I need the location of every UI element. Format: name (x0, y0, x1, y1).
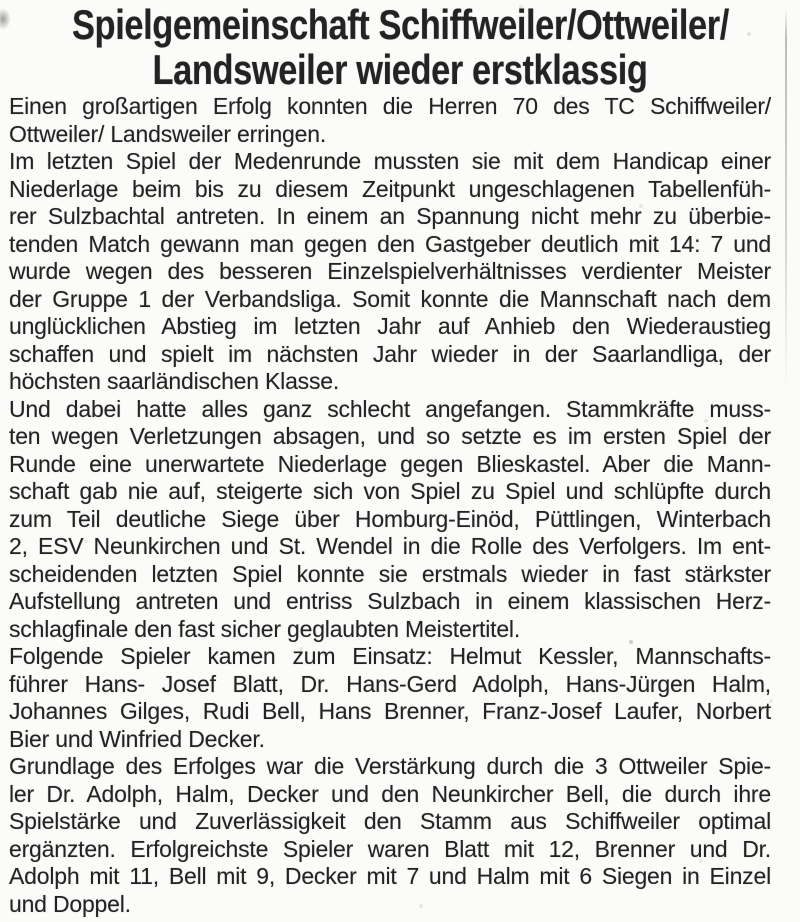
text-line (9, 451, 771, 479)
text-line (9, 286, 771, 314)
text-line (9, 203, 771, 231)
text-line-content: 2, ESV Neunkirchen und St. Wendel in die Rolle des Verfolgers. Im ent- (9, 533, 771, 559)
paragraph-2 (9, 148, 771, 396)
text-line-content: Adolph mit 11, Bell mit 9, Decker mit 7 und Halm mit 6 Siegen in Einzel (9, 863, 771, 889)
text-line-content: schaft gab nie auf, steigerte sich von Spiel zu Spiel und schlüpfte durch (9, 478, 771, 504)
article-body (9, 93, 771, 918)
text-line (9, 423, 771, 451)
text-line (9, 808, 771, 836)
text-line-content: Niederlage beim bis zu diesem Zeitpunkt ungeschlagenen Tabellenfüh- (9, 175, 771, 202)
text-line (9, 726, 771, 754)
text-line (9, 93, 771, 121)
text-line-content: Runde eine unerwartete Niederlage gegen Blieskastel. Aber die Mann- (9, 450, 771, 477)
text-line-content: ler Dr. Adolph, Halm, Decker und den Neunkircher Bell, die durch ihre (9, 780, 771, 807)
text-line (9, 588, 771, 616)
text-line-content: Im letzten Spiel der Medenrunde mussten sie mit dem Handicap einer (9, 148, 771, 174)
text-line-content: schaffen und spielt im nächsten Jahr wieder in der Saarlandliga, der (9, 340, 771, 367)
paragraph-4 (9, 643, 771, 753)
text-line (9, 616, 771, 644)
text-line (9, 368, 771, 396)
text-line-content: tenden Match gewann man gegen den Gastgeber deutlich mit 14: 7 und (9, 230, 771, 257)
text-line (9, 478, 771, 506)
text-line-content: Johannes Gilges, Rudi Bell, Hans Brenner, Franz-Josef Laufer, Norbert (9, 698, 771, 724)
text-line (9, 313, 771, 341)
article-title (0, 2, 800, 92)
text-line-content: Folgende Spieler kamen zum Einsatz: Helmut Kessler, Mannschafts- (9, 643, 771, 669)
text-line-content: scheidenden letzten Spiel konnte sie erstmals wieder in fast stärkster (9, 560, 771, 587)
text-line-content: Spielstärke und Zuverlässigkeit den Stamm aus Schiffweiler optimal (9, 808, 771, 834)
text-line-content: zum Teil deutliche Siege über Homburg-Einöd, Püttlingen, Winterbach (9, 505, 771, 532)
text-line-content: Aufstellung antreten und entriss Sulzbach in einem klassischen Herz- (9, 588, 771, 614)
paragraph-1 (9, 93, 771, 148)
text-line (9, 258, 771, 286)
text-line-content: unglücklichen Abstieg im letzten Jahr auf Anhieb den Wiederaustieg (9, 313, 771, 339)
text-line-content: wurde wegen des besseren Einzelspielverhältnisses verdienter Meister (9, 258, 771, 284)
text-line (9, 506, 771, 534)
text-line-content: Und dabei hatte alles ganz schlecht angefangen. Stammkräfte muss- (9, 395, 771, 422)
article-title-line-2: Landsweiler wieder erstklassig (152, 46, 648, 93)
text-line-content: schlagfinale den fast sicher geglaubten Meistertitel. (9, 615, 521, 642)
text-line (9, 533, 771, 561)
paragraph-5 (9, 753, 771, 918)
text-line (9, 863, 771, 891)
article-title-line-1: Spielgemeinschaft Schiffweiler/Ottweiler/ (72, 1, 729, 48)
text-line (9, 176, 771, 204)
text-line-content: Bier und Winfried Decker. (9, 725, 265, 752)
text-line-content: Grundlage des Erfolges war die Verstärkung durch die 3 Ottweiler Spie- (9, 753, 771, 779)
text-line-content: rer Sulzbachtal antreten. In einem an Spannung nicht mehr zu überbie- (9, 203, 771, 229)
text-line (9, 231, 771, 259)
text-line (9, 698, 771, 726)
paragraph-3 (9, 396, 771, 644)
text-line (9, 891, 771, 919)
text-line (9, 561, 771, 589)
text-line (9, 341, 771, 369)
text-line-content: höchsten saarländischen Klasse. (9, 368, 340, 394)
text-line-content: ten wegen Verletzungen absagen, und so setzte es im ersten Spiel der (9, 423, 771, 449)
text-line (9, 671, 771, 699)
text-line-content: der Gruppe 1 der Verbandsliga. Somit konnte die Mannschaft nach dem (9, 285, 771, 312)
text-line (9, 836, 771, 864)
text-line-content: ergänzten. Erfolgreichste Spieler waren Blatt mit 12, Brenner und Dr. (9, 835, 771, 862)
text-line (9, 121, 771, 149)
text-line (9, 148, 771, 176)
text-line (9, 781, 771, 809)
text-line (9, 643, 771, 671)
text-line-content: Einen großartigen Erfolg konnten die Herren 70 des TC Schiffweiler/ (9, 93, 771, 119)
text-line-content: und Doppel. (9, 890, 131, 917)
text-line (9, 396, 771, 424)
text-line-content: Ottweiler/ Landsweiler erringen. (9, 120, 327, 147)
text-line-content: führer Hans- Josef Blatt, Dr. Hans-Gerd Adolph, Hans-Jürgen Halm, (9, 670, 771, 697)
text-line (9, 753, 771, 781)
